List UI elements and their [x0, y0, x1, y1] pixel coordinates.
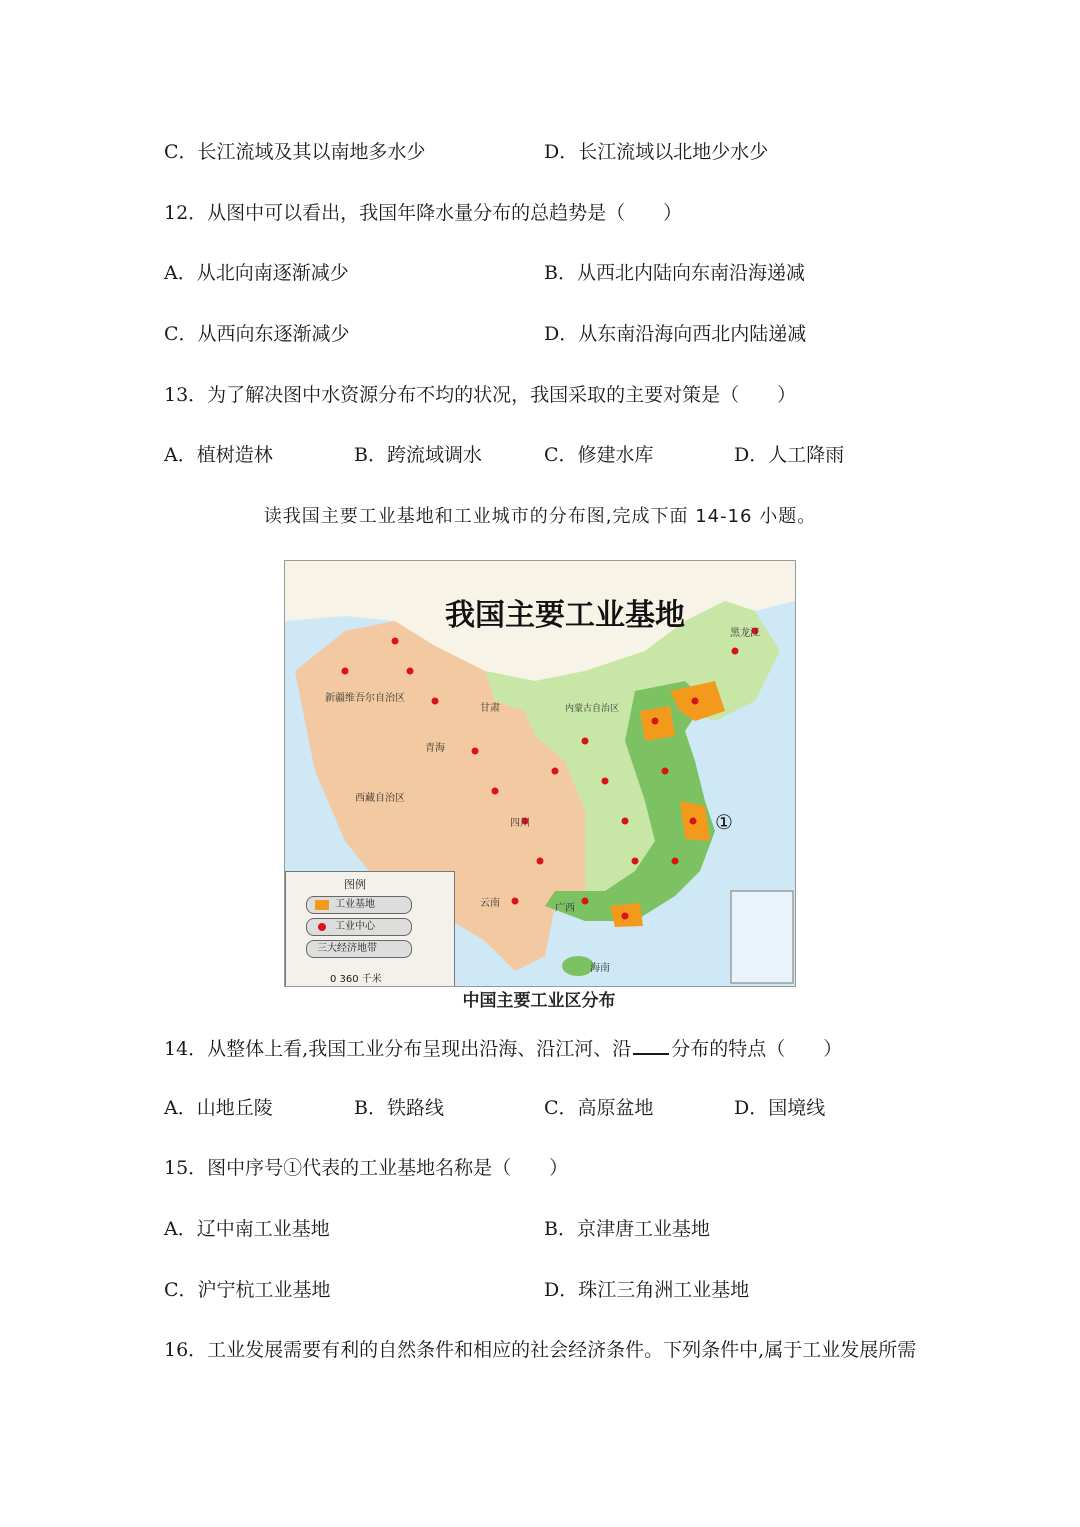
- center-dot: [392, 638, 399, 645]
- legend-center-label: 工业中心: [335, 921, 375, 932]
- legend-base: [306, 896, 412, 914]
- center-dot: [552, 768, 559, 775]
- q13-stem: 13．为了解决图中水资源分布不均的状况，我国采取的主要对策是（ ）: [164, 384, 797, 406]
- q12-option-c: C．从西向东逐渐减少: [164, 323, 350, 345]
- base-jingjintang: [640, 706, 675, 741]
- map-title: 我国主要工业基地: [445, 598, 685, 633]
- q12-option-b: B．从西北内陆向东南沿海递减: [544, 262, 805, 284]
- q11-option-d: D．长江流域以北地少水少: [544, 141, 769, 163]
- q14-stem: [164, 1035, 842, 1062]
- legend-belt-label: 三大经济地带: [317, 943, 377, 954]
- map-inset: [731, 891, 793, 983]
- label-qinghai: 青海: [425, 743, 445, 754]
- q13-option-a: A．植树造林: [164, 444, 273, 466]
- q16-stem: 16．工业发展需要有利的自然条件和相应的社会经济条件。下列条件中,属于工业发展所需: [164, 1339, 917, 1361]
- center-dot: [582, 898, 589, 905]
- center-dot: [690, 818, 697, 825]
- q12-stem: 12．从图中可以看出，我国年降水量分布的总趋势是（ ）: [164, 202, 683, 224]
- legend-center-swatch: [318, 923, 326, 931]
- q14-blank: [633, 1035, 669, 1055]
- legend-base-label: 工业基地: [335, 899, 375, 910]
- q14-option-c: C．高原盆地: [544, 1097, 654, 1119]
- center-dot: [662, 768, 669, 775]
- q12-option-a: A．从北向南逐渐减少: [164, 262, 349, 284]
- legend-base-swatch: [315, 900, 329, 910]
- q13-option-b: B．跨流域调水: [354, 444, 482, 466]
- center-dot: [407, 668, 414, 675]
- center-dot: [732, 648, 739, 655]
- label-neimeng: 内蒙古自治区: [565, 704, 620, 714]
- center-dot: [622, 913, 629, 920]
- label-tibet: 西藏自治区: [355, 793, 405, 804]
- q12-option-d: D．从东南沿海向西北内陆递减: [544, 323, 807, 345]
- q14-option-b: B．铁路线: [354, 1097, 444, 1119]
- q15-option-a: A．辽中南工业基地: [164, 1218, 330, 1240]
- center-dot: [622, 818, 629, 825]
- industry-map: [284, 560, 796, 987]
- center-dot: [512, 898, 519, 905]
- legend-title: 图例: [344, 878, 366, 891]
- q14-stem-before: 14．从整体上看,我国工业分布呈现出沿海、沿江河、沿: [164, 1038, 632, 1060]
- map-caption: 中国主要工业区分布: [462, 991, 616, 1011]
- label-hainan: 海南: [590, 963, 610, 974]
- label-guangxi: 广西: [555, 903, 575, 914]
- q13-option-d: D．人工降雨: [734, 444, 845, 466]
- q15-stem: 15．图中序号①代表的工业基地名称是（ ）: [164, 1157, 569, 1179]
- center-dot: [692, 698, 699, 705]
- map-intro-text: 读我国主要工业基地和工业城市的分布图,完成下面 14-16 小题。: [263, 506, 817, 527]
- center-dot: [492, 788, 499, 795]
- label-gansu: 甘肃: [480, 703, 500, 714]
- label-yunnan: 云南: [480, 898, 500, 909]
- legend-center: [306, 918, 412, 936]
- q11-option-c: C．长江流域及其以南地多水少: [164, 141, 426, 163]
- center-dot: [652, 718, 659, 725]
- label-xinjiang: 新疆维吾尔自治区: [325, 693, 405, 704]
- legend-belt: [306, 940, 412, 958]
- legend-scale: 0 360 千米: [330, 974, 382, 985]
- q14-option-d: D．国境线: [734, 1097, 826, 1119]
- label-heilongjiang: 黑龙江: [730, 628, 760, 639]
- center-dot: [582, 738, 589, 745]
- q15-option-d: D．珠江三角洲工业基地: [544, 1279, 750, 1301]
- center-dot: [472, 748, 479, 755]
- marker-1: ①: [715, 810, 733, 834]
- center-dot: [342, 668, 349, 675]
- q14-stem-after: 分布的特点（ ）: [671, 1038, 843, 1060]
- q14-option-a: A．山地丘陵: [164, 1097, 273, 1119]
- map-legend: [285, 871, 455, 987]
- center-dot: [672, 858, 679, 865]
- center-dot: [632, 858, 639, 865]
- center-dot: [602, 778, 609, 785]
- q13-option-c: C．修建水库: [544, 444, 654, 466]
- center-dot: [537, 858, 544, 865]
- q15-option-b: B．京津唐工业基地: [544, 1218, 710, 1240]
- label-sichuan: 四川: [510, 818, 530, 829]
- center-dot: [432, 698, 439, 705]
- q15-option-c: C．沪宁杭工业基地: [164, 1279, 331, 1301]
